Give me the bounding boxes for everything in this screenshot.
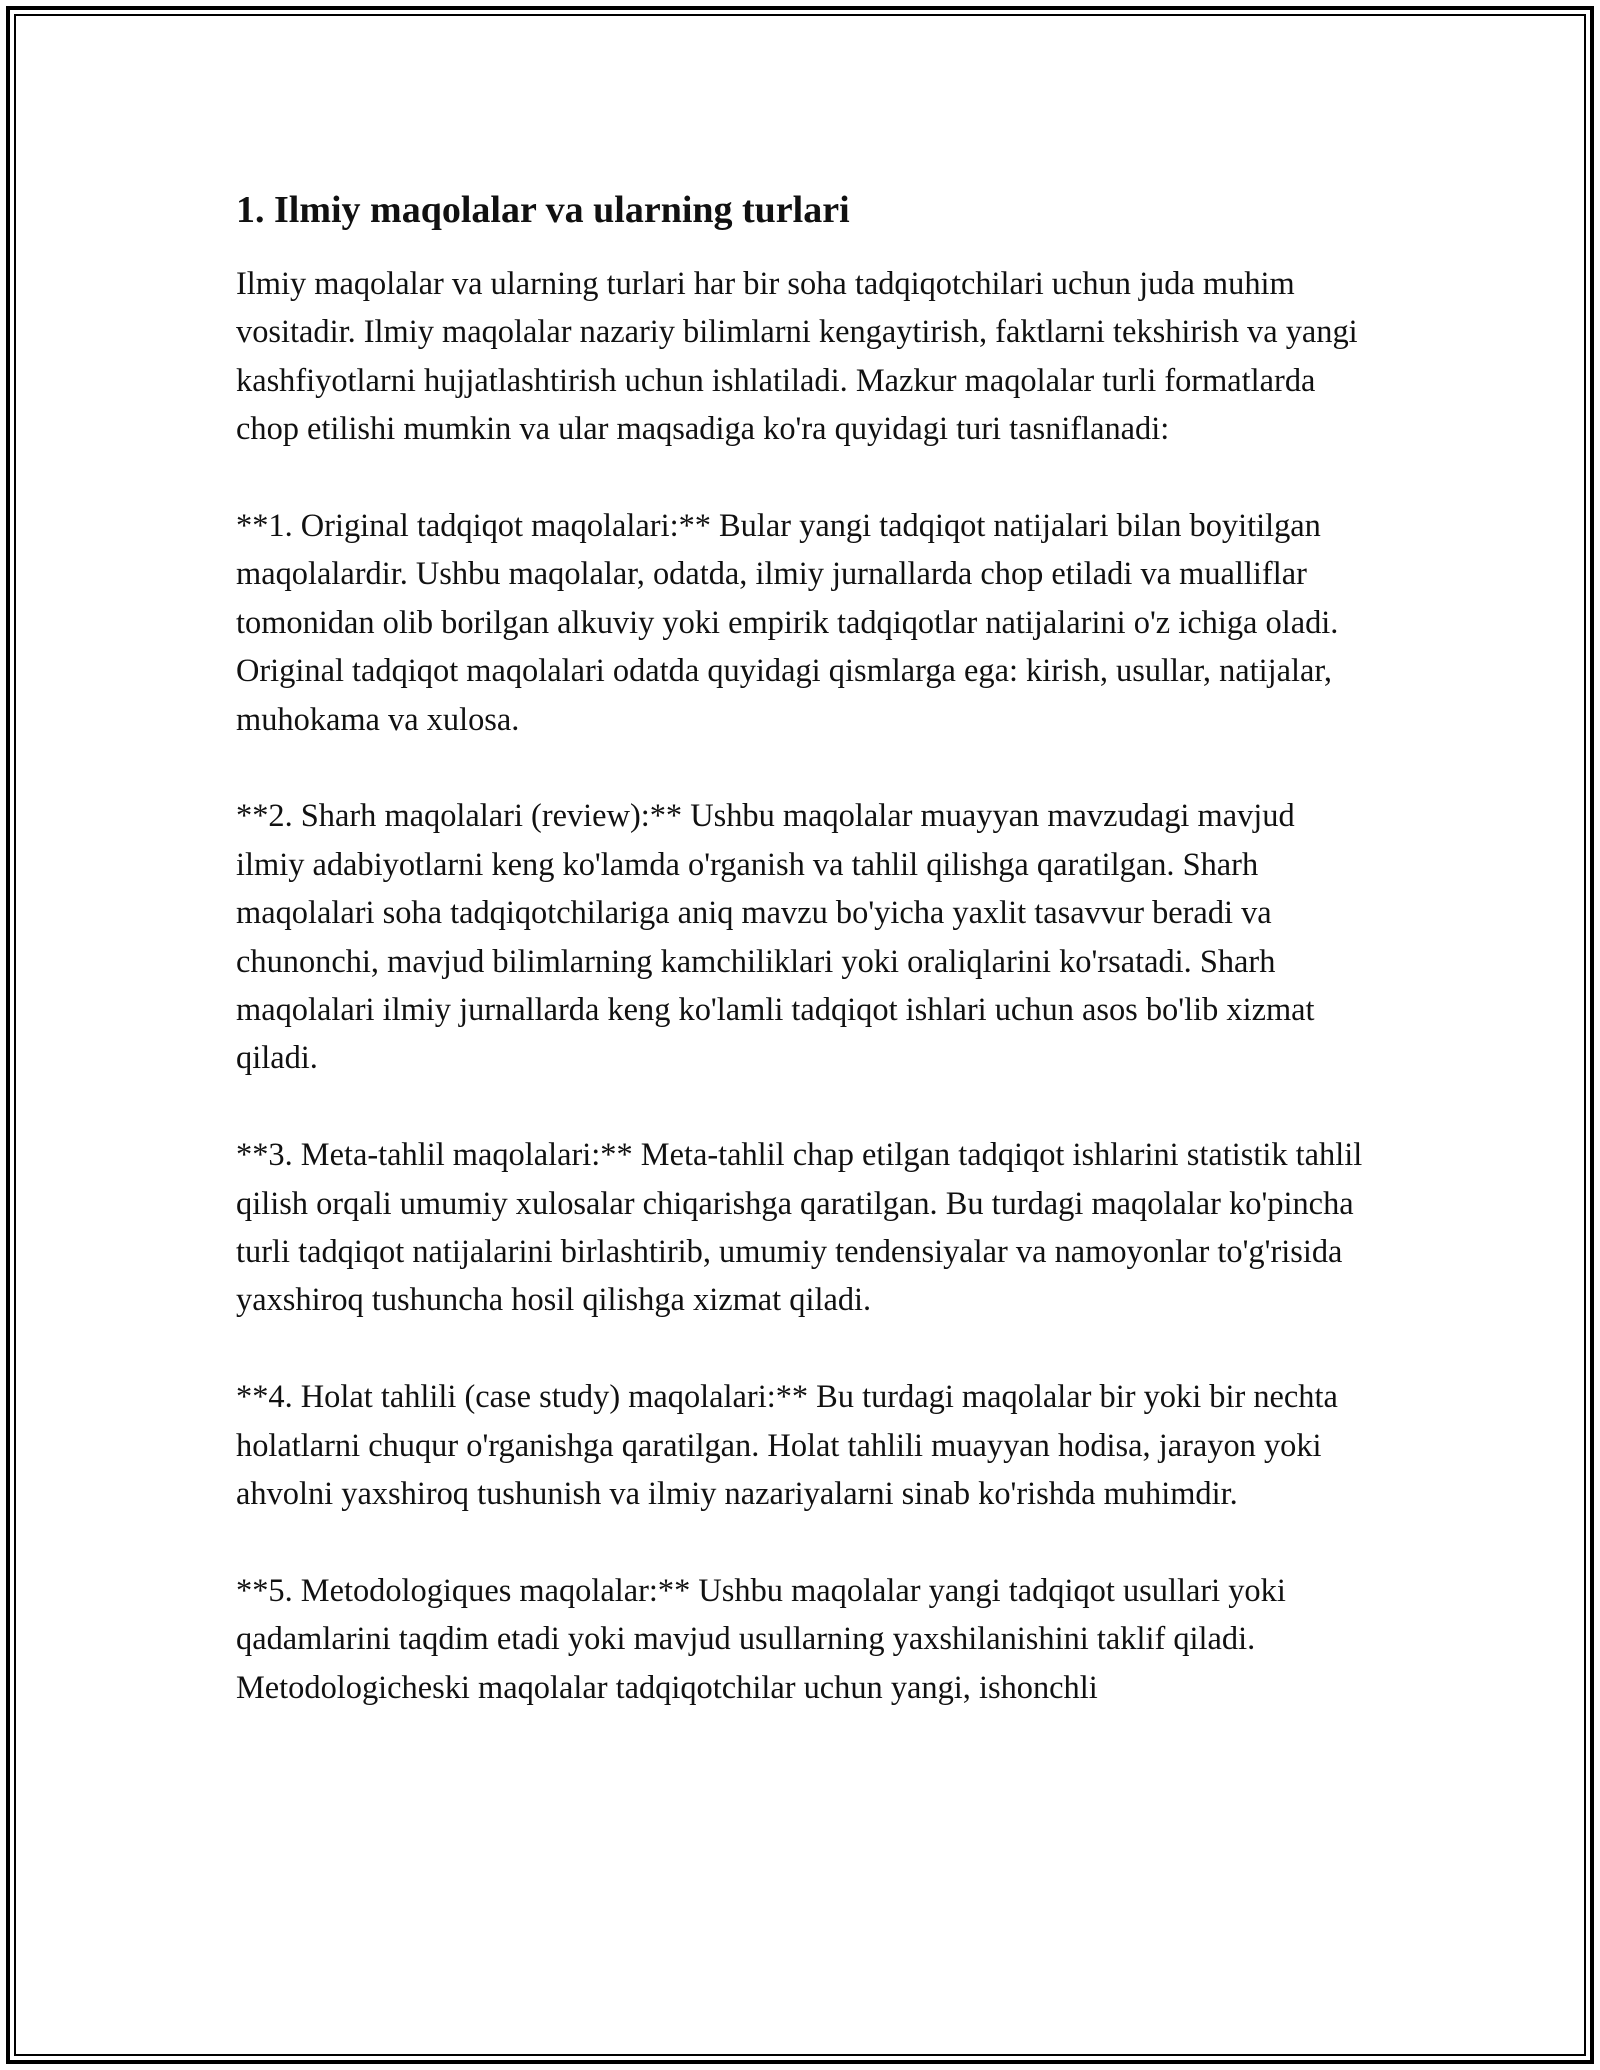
intro-paragraph: Ilmiy maqolalar va ularning turlari har bir soha tadqiqotchilari uchun juda muhim vositadir. Ilmiy maqolalar nazariy bilimlarni kengaytirish, faktlarni tekshirish va yangi kashfiyotlarni hujjatlashtirish uchun ishlatiladi. Mazkur maqolalar turli formatlarda chop etilishi mumkin va ular maqsadiga ko'ra quyidagi turi tasniflanadi: bbox=[236, 266, 1358, 448]
document-body bbox=[236, 186, 1366, 1712]
paragraph-methodological: **5. Metodologiques maqolalar:** Ushbu maqolalar yangi tadqiqot usullari yoki qadamlarini taqdim etadi yoki mavjud usullarning yaxshilanishini taklif qiladi. Metodologicheski maqolalar tadqiqotchilar uchun yangi, ishonchli bbox=[236, 1572, 1286, 1706]
section-heading: 1. Ilmiy maqolalar va ularning turlari bbox=[236, 189, 850, 231]
paragraph-review-articles: **2. Sharh maqolalari (review):** Ushbu maqolalar muayyan mavzudagi mavjud ilmiy adabiyotlarni keng ko'lamda o'rganish va tahlil qilishga qaratilgan. Sharh maqolalari soha tadqiqotchilariga aniq mavzu bo'yicha yaxlit tasavvur beradi va chunonchi, mavjud bilimlarning kamchiliklari yoki oraliqlarini ko'rsatadi. Sharh maqolalari ilmiy jurnallarda keng ko'lamli tadqiqot ishlari uchun asos bo'lib xizmat qiladi. bbox=[236, 798, 1315, 1077]
paragraph-meta-analysis: **3. Meta-tahlil maqolalari:** Meta-tahlil chap etilgan tadqiqot ishlarini statistik tahlil qilish orqali umumiy xulosalar chiqarishga qaratilgan. Bu turdagi maqolalar ko'pincha turli tadqiqot natijalarini birlashtirib, umumiy tendensiyalar va namoyonlar to'g'risida yaxshiroq tushuncha hosil qilishga xizmat qiladi. bbox=[236, 1137, 1363, 1319]
paragraph-case-study: **4. Holat tahlili (case study) maqolalari:** Bu turdagi maqolalar bir yoki bir nechta holatlarni chuqur o'rganishga qaratilgan. Holat tahlili muayyan hodisa, jarayon yoki ahvolni yaxshiroq tushunish va ilmiy nazariyalarni sinab ko'rishda muhimdir. bbox=[236, 1379, 1338, 1513]
paragraph-original-research: **1. Original tadqiqot maqolalari:** Bular yangi tadqiqot natijalari bilan boyitilgan maqolalardir. Ushbu maqolalar, odatda, ilmiy jurnallarda chop etiladi va mualliflar tomonidan olib borilgan alkuviy yoki empirik tadqiqotlar natijalarini o'z ichiga oladi. Original tadqiqot maqolalari odatda quyidagi qismlarga ega: kirish, usullar, natijalar, muhokama va xulosa. bbox=[236, 508, 1339, 738]
